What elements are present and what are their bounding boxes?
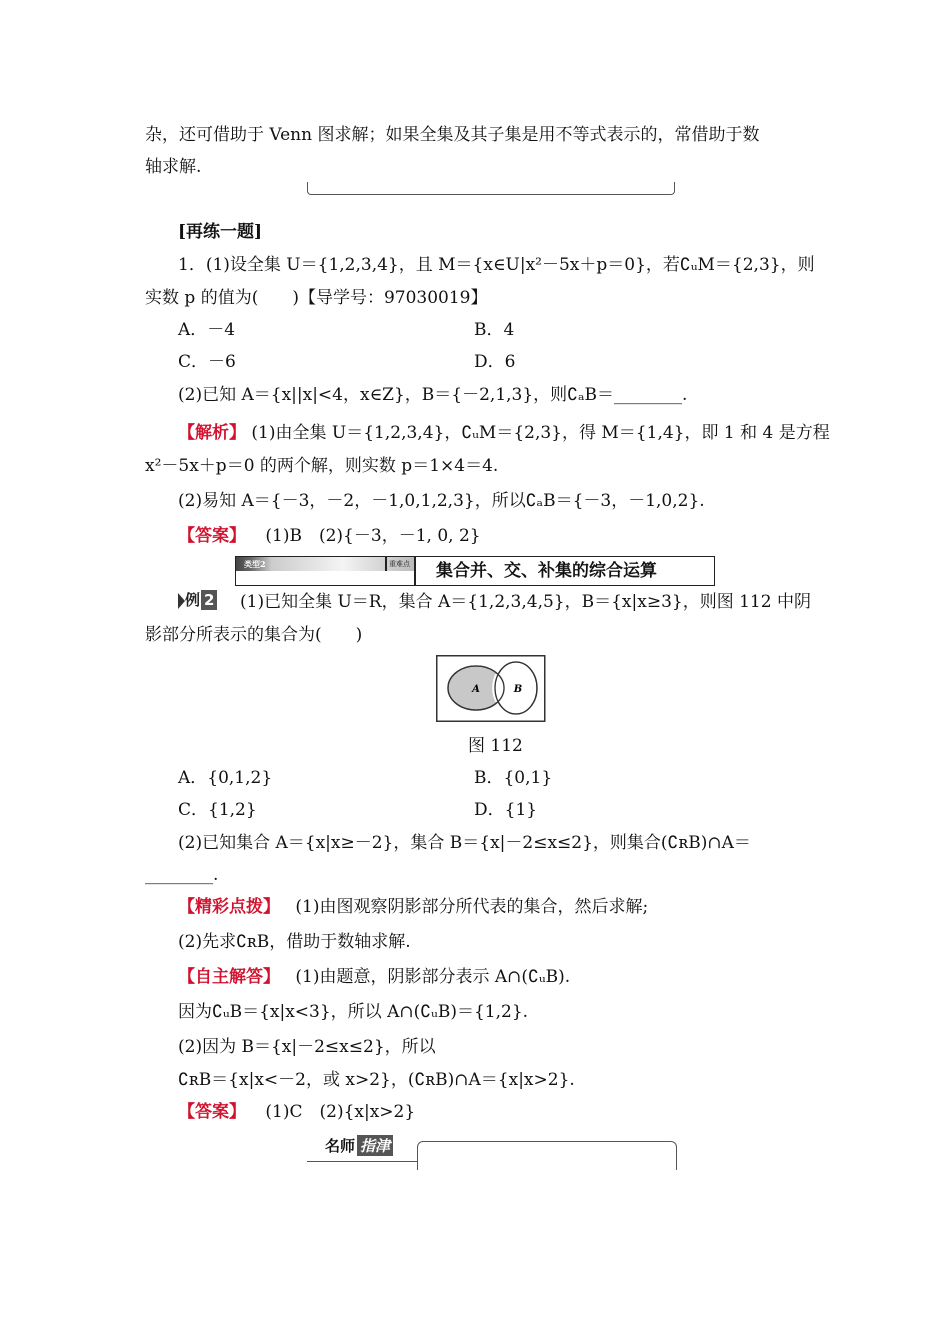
practice-answer [178,524,481,548]
analysis-text: (1)由全集 U＝{1,2,3,4}，∁ᵤM＝{2,3}，得 M＝{1,4}，即 1 和 4 是方程 [251,423,830,443]
solve-line-1 [178,965,570,989]
example-badge-number: 2 [201,590,217,610]
example-badge-text: 例 [185,591,201,609]
practice-header: [再练一题] [178,222,263,242]
practice-q1-line-2: 实数 p 的值为( )【导学号：97030019】 [145,288,488,308]
solve-text: (1)由题意，阴影部分表示 A∩(∁ᵤB). [295,967,571,987]
answer-label: 【答案】 [178,526,246,546]
hint-line-2: (2)先求∁ʀB，借助于数轴求解. [178,932,411,952]
practice-analysis-line-1 [178,421,830,445]
practice-option-b: B．4 [474,320,515,340]
practice-q1-line-1: 1．(1)设全集 U＝{1,2,3,4}，且 M＝{x∈U|x²－5x＋p＝0}，若∁ᵤM＝{2,3}，则 [178,255,815,275]
type-title: 集合并、交、补集的综合运算 [436,561,657,581]
example-line-2: 影部分所表示的集合为( ) [145,625,363,645]
type-banner [235,556,715,586]
practice-option-c: C．－6 [178,352,236,372]
example-answer-label: 【答案】 [178,1102,246,1122]
solve-line-3: (2)因为 B＝{x|－2≤x≤2}，所以 [178,1037,436,1057]
triangle-icon [178,593,185,609]
teacher-tips-label-text: 名师 [325,1137,356,1155]
example-badge [178,590,217,610]
hint-text: (1)由图观察阴影部分所代表的集合，然后求解; [295,897,649,917]
section-frame-bottom [307,182,675,195]
teacher-tips-frame [417,1141,677,1170]
practice-option-d: D．6 [474,352,516,372]
solve-line-4: ∁ʀB＝{x|x<－2，或 x>2}，(∁ʀB)∩A＝{x|x>2}. [178,1070,575,1090]
example-q2-line-2: ________. [145,865,219,885]
practice-analysis-line-2: x²－5x＋p＝0 的两个解，则实数 p＝1×4＝4. [145,456,499,476]
example-q2-line-1: (2)已知集合 A＝{x|x≥－2}，集合 B＝{x|－2≤x≤2}，则集合(∁ʀB)∩A＝ [178,833,751,853]
practice-option-a: A．－4 [178,320,236,340]
practice-analysis-line-3: (2)易知 A＝{－3，－2，－1,0,1,2,3}，所以∁ₐB＝{－3，－1,0,2}. [178,491,705,511]
teacher-tips-underline [307,1161,417,1162]
solve-label: 【自主解答】 [178,967,280,987]
answer-text: (1)B (2){－3，－1, 0, 2} [265,526,481,546]
intro-line-2: 轴求解. [145,157,202,177]
venn-label-a: A [472,684,480,695]
venn-diagram [436,655,546,723]
teacher-tips-label [325,1135,393,1156]
example-line-1: (1)已知全集 U＝R，集合 A＝{1,2,3,4,5}，B＝{x|x≥3}，则图 112 中阴 [240,592,811,612]
example-answer [178,1100,415,1124]
example-option-d: D．{1} [474,800,538,820]
hint-line-1 [178,895,648,919]
teacher-tips-banner [307,1135,677,1169]
type-tag: 类型2 [244,559,266,569]
type-banner-divider [414,557,416,585]
intro-line-1: 杂，还可借助于 Venn 图求解；如果全集及其子集是用不等式表示的，常借助于数 [145,125,760,145]
example-option-c: C．{1,2} [178,800,257,820]
example-option-b: B．{0,1} [474,768,553,788]
venn-label-b: B [513,684,523,695]
type-tag-difficulty: 重难点 [385,557,410,571]
teacher-tips-highlight: 指津 [357,1135,393,1156]
type-banner-tag-strip [236,557,414,571]
example-answer-text: (1)C (2){x|x>2} [265,1102,416,1122]
example-option-a: A．{0,1,2} [178,768,273,788]
hint-label: 【精彩点拨】 [178,897,280,917]
practice-q2: (2)已知 A＝{x||x|<4，x∈Z}，B＝{－2,1,3}，则∁ₐB＝________. [178,385,688,405]
solve-line-2: 因为∁ᵤB＝{x|x<3}，所以 A∩(∁ᵤB)＝{1,2}. [178,1002,529,1022]
analysis-label: 【解析】 [178,423,246,443]
figure-caption: 图 112 [468,736,523,756]
